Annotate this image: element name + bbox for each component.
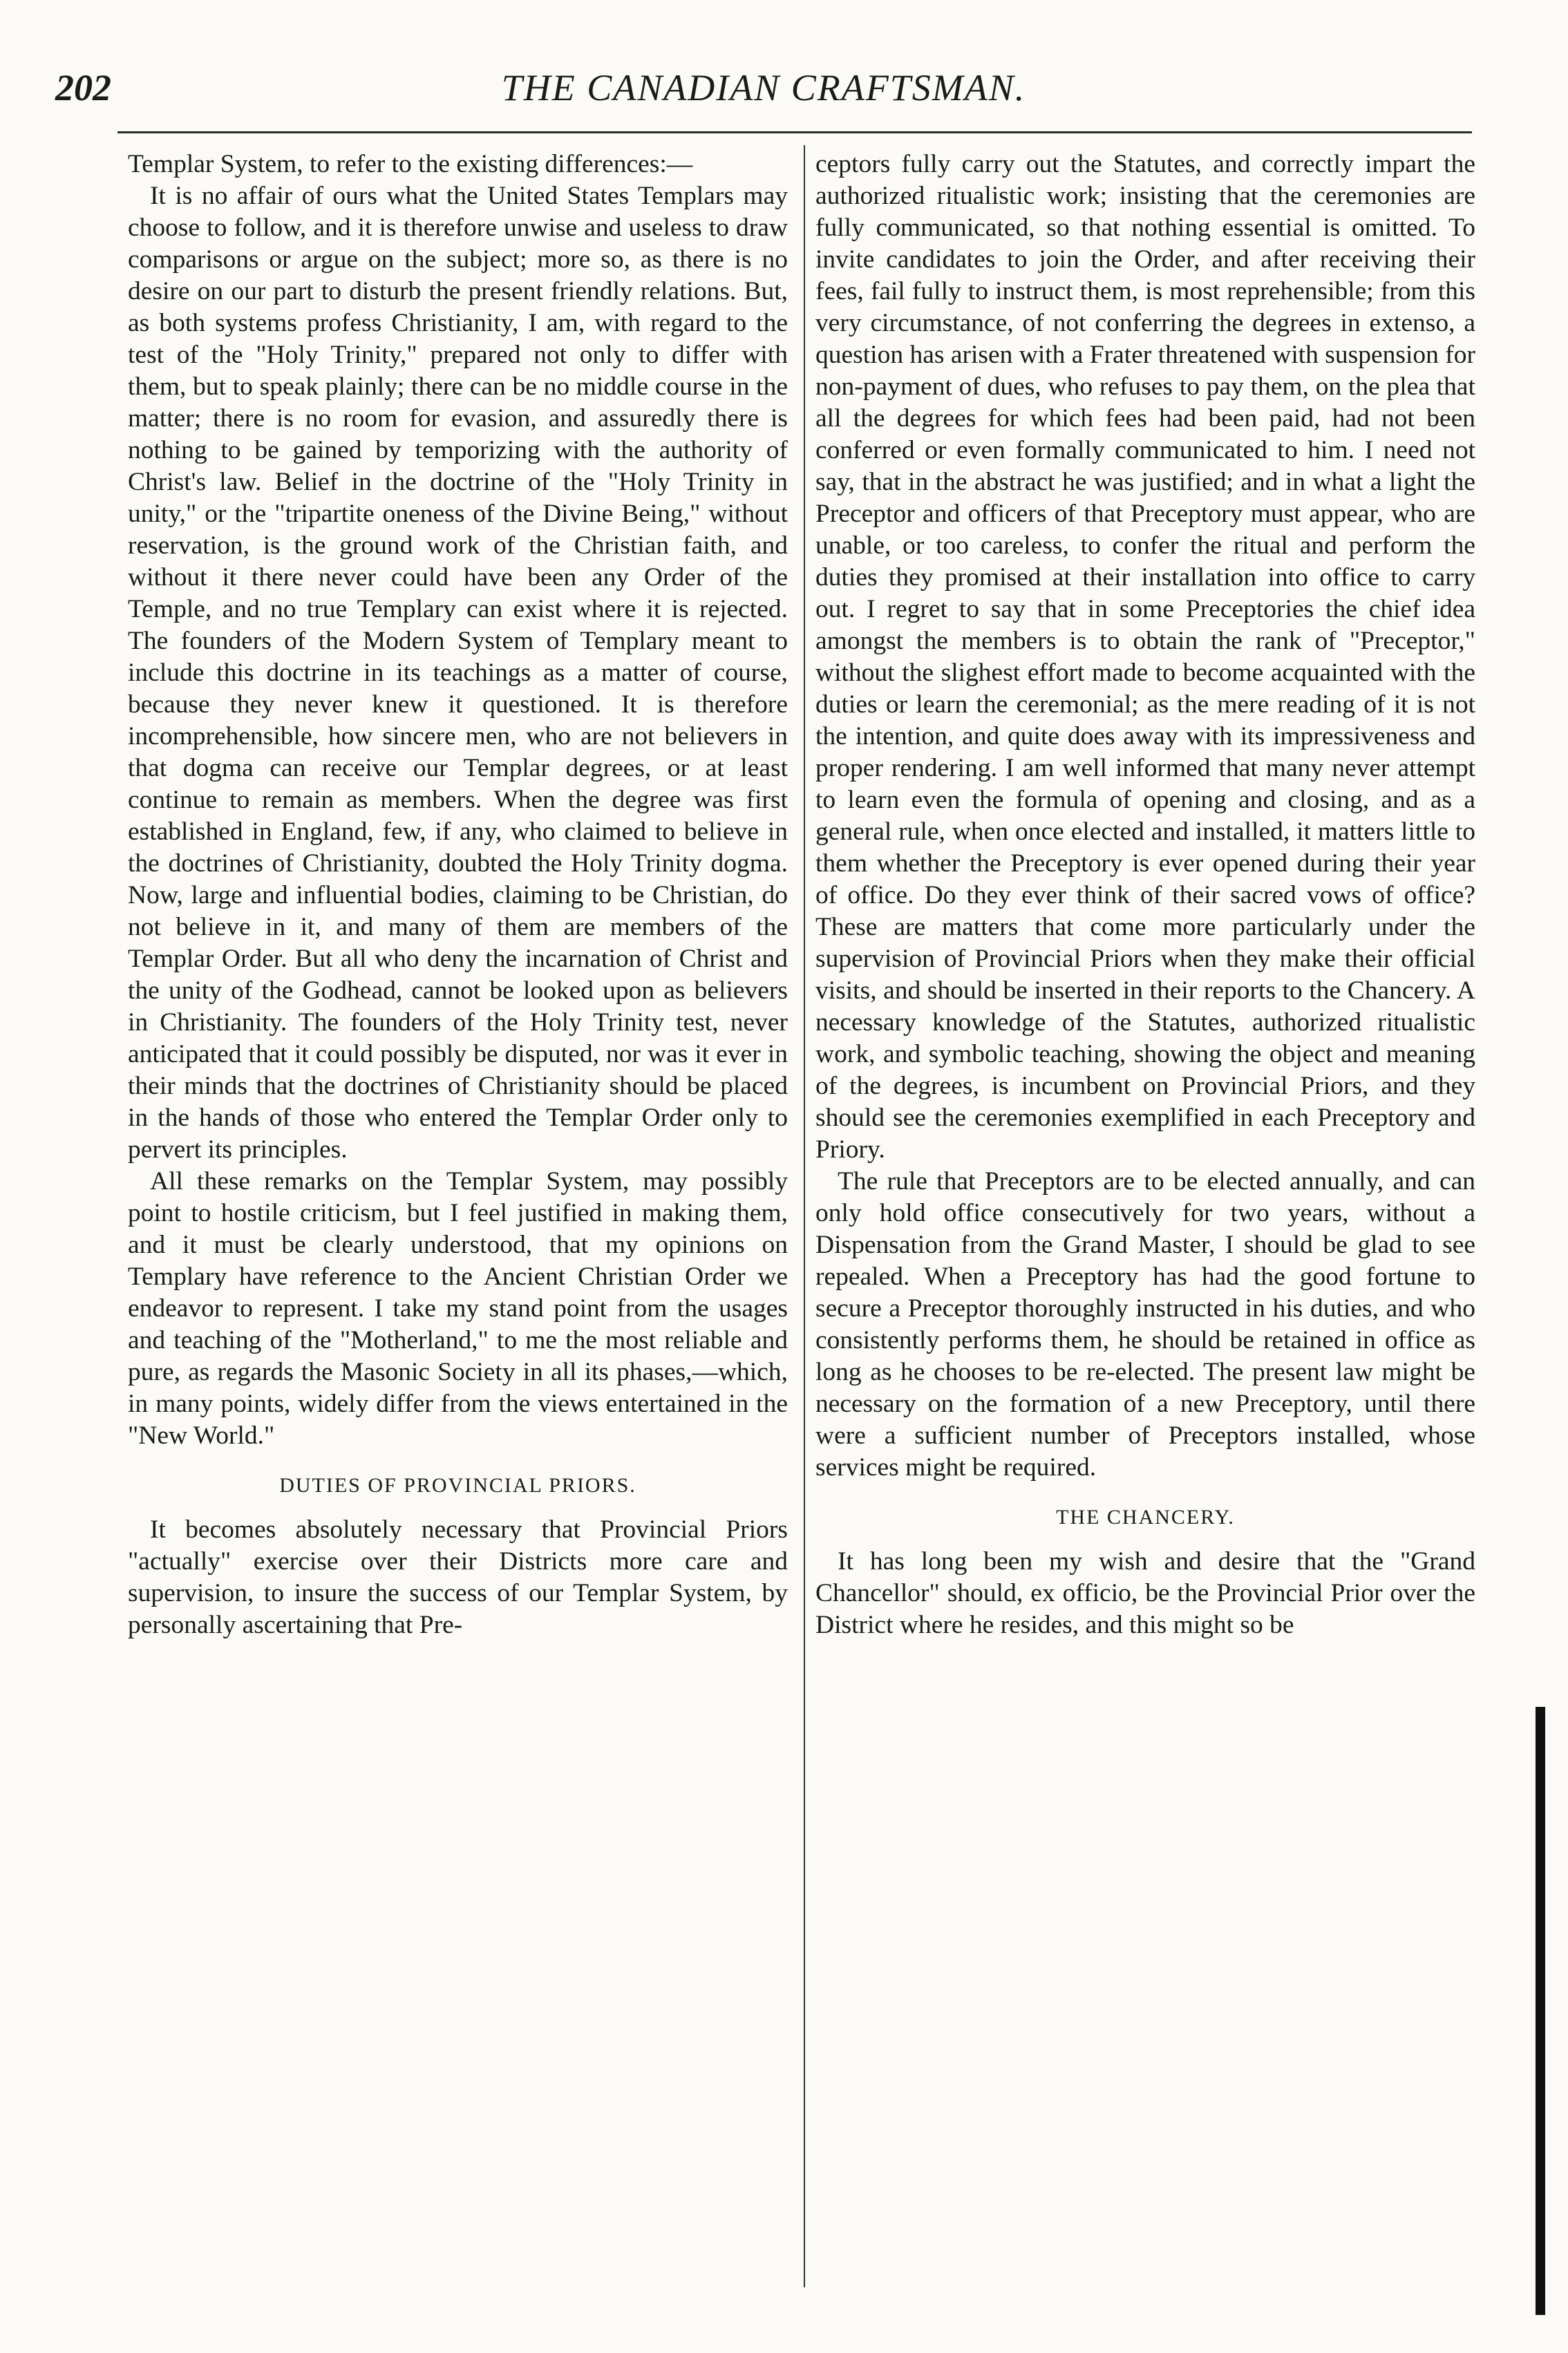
paragraph: It becomes absolutely necessary that Provincial Priors "actually" exercise over their Districts more care and supervision, to insure the success of our Templar System, by personally ascertaining that Pre- bbox=[128, 1515, 788, 1639]
scan-edge-shadow bbox=[1536, 1707, 1545, 2315]
left-column bbox=[128, 149, 788, 2291]
section-heading: DUTIES OF PROVINCIAL PRIORS. bbox=[279, 1474, 636, 1497]
paragraph: ceptors fully carry out the Statutes, and correctly impart the authorized ritualistic work; insisting that the ceremonies are fully communicated, so that nothing essential is omitted. To invite candidates to join the Order, and after receiving their fees, fail fully to instruct them, is most reprehensible; from this very circumstance, of not conferring the degrees in extenso, a question has arisen with a Frater threatened with suspension for non-payment of dues, who refuses to pay them, on the plea that all the degrees for which fees had been paid, had not been conferred or even formally communicated to him. I need not say, that in the abstract he was justified; and in what a light the Preceptor and officers of that Preceptory must appear, who are unable, or too careless, to confer the ritual and perform the duties they promised at their installation into office to carry out. I regret to say that in some Preceptories the chief idea amongst the members is to obtain the rank of "Preceptor," without the slighest effort made to become acquainted with the duties or learn the ceremonial; as the mere reading of it is not the intention, and quite does away with its impressiveness and proper rendering. I am well informed that many never attempt to learn even the formula of opening and closing, and as a general rule, when once elected and installed, it matters little to them whether the Preceptory is ever opened during their year of office. Do they ever think of their sacred vows of office? These are matters that come more particularly under the supervision of Provincial Priors when they make their official visits, and should be inserted in their reports to the Chancery. A necessary knowledge of the Statutes, authorized ritualistic work, and symbolic teaching, showing the object and meaning of the degrees, is incumbent on Provincial Priors, and they should see the ceremonies exemplified in each Preceptory and Priory. bbox=[815, 150, 1475, 1164]
column-divider bbox=[804, 145, 805, 2287]
page-title: THE CANADIAN CRAFTSMAN. bbox=[501, 67, 1026, 108]
paragraph: It is no affair of ours what the United States Templars may choose to follow, and it is therefore unwise and useless to draw comparisons or argue on the subject; more so, as there is no desire on our part to disturb the present friendly relations. But, as both systems profess Christianity, I am, with regard to the test of the "Holy Trinity," prepared not only to differ with them, but to speak plainly; there can be no middle course in the matter; there is no room for evasion, and assuredly there is nothing to be gained by temporizing with the authority of Christ's law. Belief in the doctrine of the "Holy Trinity in unity," or the "tripartite oneness of the Divine Being," without reservation, is the ground work of the Christian faith, and without it there never could have been any Order of the Temple, and no true Templary can exist where it is rejected. The founders of the Modern System of Templary meant to include this doctrine in its teachings as a matter of course, because they never knew it questioned. It is therefore incomprehensible, how sincere men, who are not believers in that dogma can receive our Templar degrees, or at least continue to remain as members. When the degree was first established in England, few, if any, who claimed to believe in the doctrines of Christianity, doubted the Holy Trinity dogma. Now, large and influential bodies, claiming to be Christian, do not believe in it, and many of them are members of the Templar Order. But all who deny the incarnation of Christ and the unity of the Godhead, cannot be looked upon as believers in Christianity. The founders of the Holy Trinity test, never anticipated that it could possibly be disputed, nor was it ever in their minds that the doctrines of Christianity should be placed in the hands of those who entered the Templar Order only to pervert its principles. bbox=[128, 182, 788, 1164]
section-heading: THE CHANCERY. bbox=[1056, 1506, 1235, 1529]
paragraph: All these remarks on the Templar System, may possibly point to hostile criticism, but I feel justified in making them, and it must be clearly understood, that my opinions on Templary have reference to the Ancient Christian Order we endeavor to represent. I take my stand point from the usages and teaching of the "Motherland," to me the most reliable and pure, as regards the Masonic Society in all its phases,—which, in many points, widely differ from the views entertained in the "New World." bbox=[128, 1167, 788, 1450]
page-header bbox=[55, 66, 1472, 122]
paragraph: Templar System, to refer to the existing differences:— bbox=[128, 150, 693, 178]
paragraph: It has long been my wish and desire that the "Grand Chancellor" should, ex officio, be the Provincial Prior over the District where he resides, and this might so be bbox=[815, 1547, 1475, 1639]
page-number: 202 bbox=[55, 67, 111, 108]
paragraph: The rule that Preceptors are to be elected annually, and can only hold office consecutively for two years, without a Dispensation from the Grand Master, I should be glad to see repealed. When a Preceptory has had the good fortune to secure a Preceptor thoroughly instructed in his duties, and who consistently performs them, he should be retained in office as long as he chooses to be re-elected. The present law might be necessary on the formation of a new Preceptory, until there were a sufficient number of Preceptors installed, whose services might be required. bbox=[815, 1167, 1475, 1482]
right-column bbox=[815, 149, 1475, 2291]
header-rule bbox=[117, 131, 1472, 133]
